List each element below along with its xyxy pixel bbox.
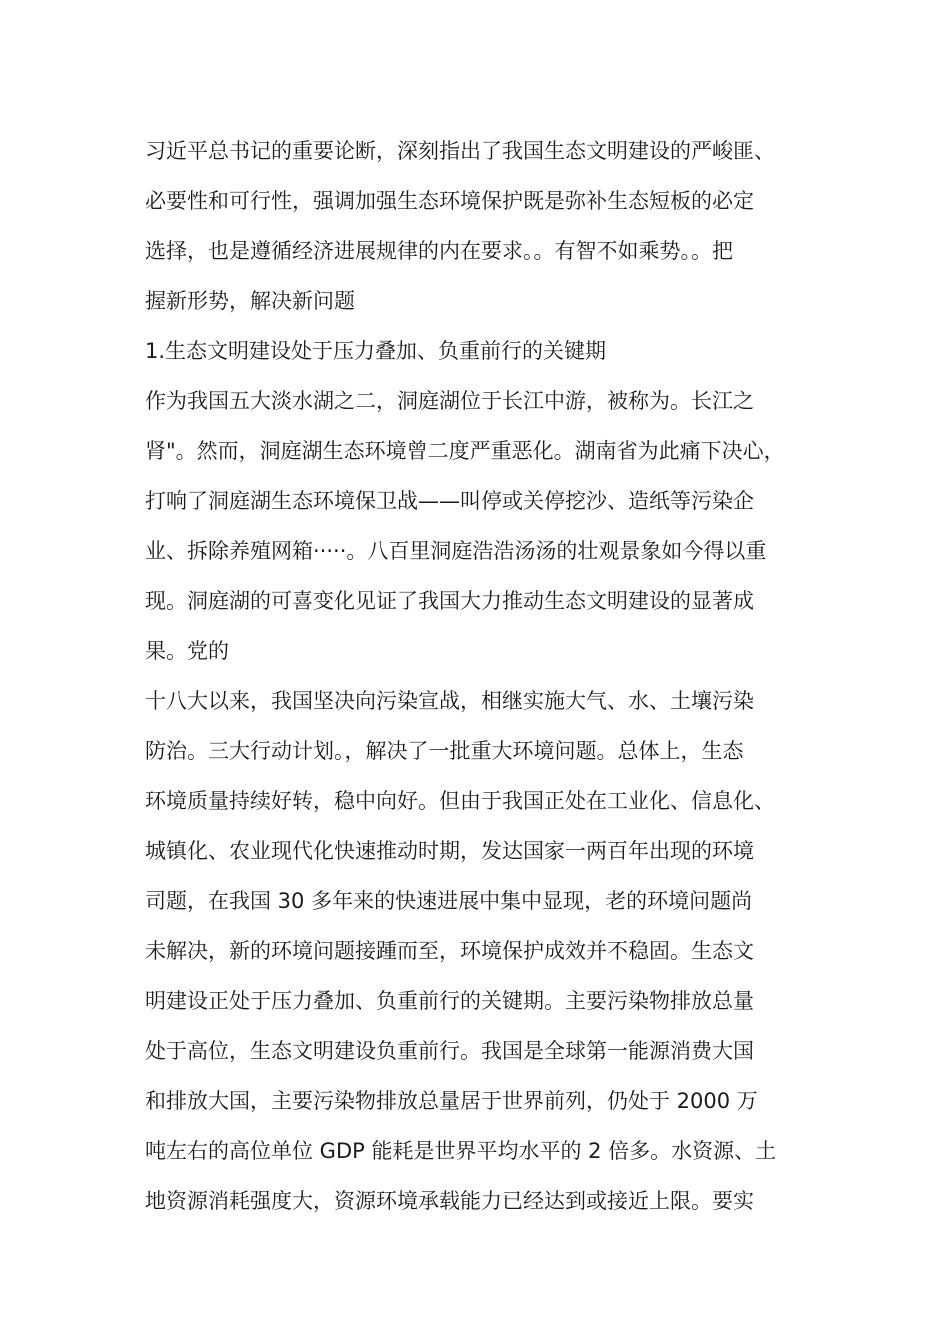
text-line: 必要性和可行性，强调加强生态环境保护既是弥补生态短板的必定 [145, 189, 754, 213]
text-line: 选择，也是遵循经济进展规律的内在要求。。有智不如乘势。。把 [145, 239, 733, 263]
text-line: 明建设正处于压力叠加、负重前行的关键期。主要污染物排放总量 [145, 989, 754, 1013]
text-line: 和排放大国，主要污染物排放总量居于世界前列，仍处于 2000 万 [145, 1089, 758, 1113]
text-line: 处于高位，生态文明建设负重前行。我国是全球第一能源消费大国 [145, 1039, 754, 1063]
text-line: 地资源消耗强度大，资源环境承载能力已经达到或接近上限。要实 [145, 1189, 754, 1213]
text-line: 业、拆除养殖网箱·····。八百里洞庭浩浩汤汤的壮观景象如今得以重 [145, 539, 767, 563]
text-line: 司题，在我国 30 多年来的快速进展中集中显现，老的环境问题尚 [145, 889, 753, 913]
body-text [145, 126, 815, 1226]
text-line: 未解决，新的环境问题接踵而至，环境保护成效并不稳固。生态文 [145, 939, 754, 963]
text-line: 作为我国五大淡水湖之二，洞庭湖位于长江中游，被称为。长江之 [145, 389, 754, 413]
text-line: 吨左右的高位单位 GDP 能耗是世界平均水平的 2 倍多。水资源、土 [145, 1139, 777, 1163]
text-line: 打响了洞庭湖生态环境保卫战——叫停或关停挖沙、造纸等污染企 [145, 489, 754, 513]
text-line: 环境质量持续好转，稳中向好。但由于我国正处在工业化、信息化、 [145, 789, 775, 813]
text-line: 防治。三大行动计划。，解决了一批重大环境问题。总体上，生态 [145, 739, 744, 763]
text-line: 肾"。然而，洞庭湖生态环境曾二度严重恶化。湖南省为此痛下决心， [145, 439, 785, 463]
text-line: 现。洞庭湖的可喜变化见证了我国大力推动生态文明建设的显著成 [145, 589, 754, 613]
text-line: 十八大以来，我国坚决向污染宣战，相继实施大气、水、土壤污染 [145, 689, 754, 713]
text-line: 城镇化、农业现代化快速推动时期，发达国家一两百年出现的环境 [145, 839, 754, 863]
text-line: 握新形势，解决新问题 [145, 289, 355, 313]
text-line: 习近平总书记的重要论断，深刻指出了我国生态文明建设的严峻匪、 [145, 139, 775, 163]
section-heading: 1.生态文明建设处于压力叠加、负重前行的关键期 [145, 339, 607, 363]
text-line: 果。党的 [145, 639, 229, 663]
